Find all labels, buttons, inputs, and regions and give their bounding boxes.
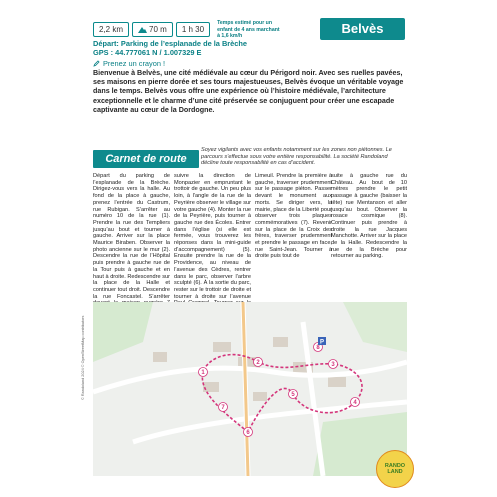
elevation-value: 70 m bbox=[149, 25, 167, 35]
duration-value: 1 h 30 bbox=[181, 25, 205, 35]
randoland-logo bbox=[376, 450, 414, 488]
departure-line: Départ: Parking de l’esplanade de la Brèche bbox=[93, 39, 248, 48]
departure-info bbox=[93, 40, 247, 57]
pencil-icon bbox=[93, 60, 100, 67]
safety-warning: Soyez vigilants avec vos enfants notamment sur les zones non piétonnes. Le parcours s’effectue sous votre entière responsabilité. La société Randoland décline toute responsabilité en cas d’accident. bbox=[201, 147, 392, 167]
duration-badge bbox=[176, 22, 210, 37]
route-column-1: Départ du parking de l’esplanade de la Brèche. Dirigez-vous vers la halle. Au fond de la place à gauche, prenez l’entrée du Castrum, rue Rubigan. S’arrêter au numéro 10 de la rue (1). Prendre la rue des Templiers jusqu’au bout et tourner à gauche. Arriver sur la place Maurice Biraben. Observer la photo ancienne sur le mur (2). Descendre la rue de l’Hôpital puis prendre à gauche rue de la Tour puis à gauche et en haut à droite. Redescendre sur la place de la Halle et continuer tout droit. Descendre la rue Foncastel. S’arrêter bbox=[93, 173, 170, 300]
distance-value: 2,2 km bbox=[99, 25, 124, 35]
logo-line-2: LAND bbox=[387, 469, 403, 475]
svg-text:1: 1 bbox=[201, 370, 205, 376]
route-map[interactable] bbox=[93, 302, 407, 476]
svg-text:P: P bbox=[319, 339, 325, 346]
duration-note: Temps estimé pour un enfant de 4 ans marchant à 1,6 km/h bbox=[217, 20, 280, 39]
logo-line-1: RANDO bbox=[384, 463, 406, 469]
svg-text:4: 4 bbox=[353, 400, 357, 406]
map-svg bbox=[93, 302, 407, 476]
svg-text:8: 8 bbox=[316, 345, 320, 351]
stats-bar bbox=[93, 20, 281, 40]
elevation-badge bbox=[132, 22, 173, 37]
route-column-4: suite à gauche rue du Château. Au bout de 10 mètres prendre le petit passage à gauche (baisser la tête) rue Mentanson et aller jusqu’au bout. Observer la rosace cosmique (8). Continuer puis prendre à droite la rue Jacques Manchotte. Arriver sur la place de la Halle. Redescendre la rue de la Brèche pour retourner au parking. bbox=[331, 173, 407, 260]
distance-badge bbox=[93, 22, 129, 37]
pencil-link[interactable] bbox=[93, 59, 165, 68]
route-column-2: suivre la direction de Monpazier en empruntant le trottoir de gauche. Un peu plus loin, à l’angle de la rue de la Peyrière observer le village sur votre gauche (4). Monter la rue de la Peyrière, puis tourner à gauche rue des Écoles. Entrer dans l’église (si elle est fermée, vous trouverez les réponses dans la mini-guide d’accompagnement) (5). Ensuite prendre la rue de la Providence, au niveau de l’avenue des Cèdres, rentrer dans le parc, observer l’arbre sculpté (6). À la sortie du parc, rester sur le trottoir de droite et tourner à droite sur l’avenue bbox=[174, 173, 251, 300]
map-copyright: © Randoland 2024 © OpenStreetMap contributors bbox=[81, 315, 85, 400]
intro-paragraph: Bienvenue à Belvès, une cité médiévale au cœur du Périgord noir. Avec ses ruelles pavées, ses maisons en pierre dorée et ses tours majestueuses, Belvès évoque un véritable voyage dans le temps. Belvès vous offre une expérience où l’histoire médiévale, l’architecture exceptionnelle et le charme d’une cité préservée se conjuguent pour créer une escapade captivante au cœur de la Dordogne. bbox=[93, 69, 404, 114]
svg-text:7: 7 bbox=[221, 405, 225, 411]
pencil-link-label: Prenez un crayon ! bbox=[103, 59, 166, 68]
svg-text:3: 3 bbox=[331, 362, 335, 368]
page-title: Belvès bbox=[320, 18, 405, 40]
svg-text:2: 2 bbox=[256, 360, 260, 366]
route-column-3: Limeuil. Prendre la première à gauche, traverser prudemment sur le passage piéton. Passer devant le monument aux morts. Se diriger vers, la mairie, place de la Liberté pour observer trois plaques commémoratives (7). Revenir sur la place de la Croix des frères, traverser prudemment et prendre le passage en face, rue Saint-Jean. Tourner à droite puis tout de bbox=[255, 173, 332, 260]
mountain-icon bbox=[138, 26, 147, 33]
svg-text:5: 5 bbox=[291, 392, 295, 398]
gps-line: GPS : 44.777061 N / 1.007329 E bbox=[93, 47, 202, 57]
carnet-heading: Carnet de route bbox=[93, 150, 199, 168]
svg-text:6: 6 bbox=[246, 430, 250, 436]
